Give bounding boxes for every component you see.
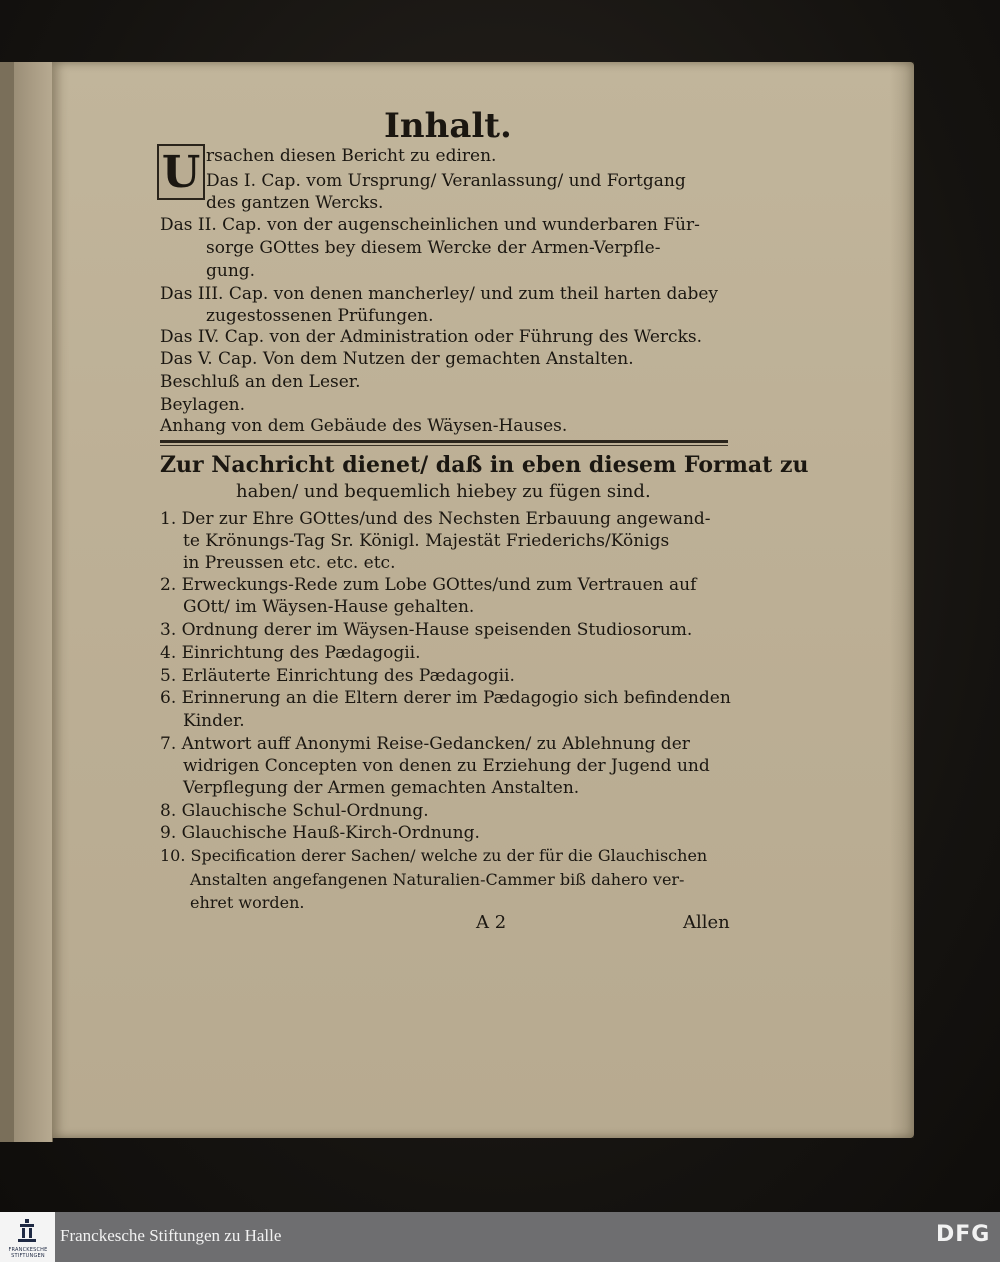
toc-line: Beschluß an den Leser. xyxy=(160,372,361,392)
toc-line: Das V. Cap. Von dem Nutzen der gemachten Anstalten. xyxy=(160,349,634,369)
toc-line: des gantzen Wercks. xyxy=(206,193,384,213)
list-line: 2. Erweckungs-Rede zum Lobe GOttes/und zum Vertrauen auf xyxy=(160,575,697,595)
toc-line: Beylagen. xyxy=(160,395,246,415)
toc-line: Das IV. Cap. von der Administration oder Führung des Wercks. xyxy=(160,327,702,347)
toc-line: zugestossenen Prüfungen. xyxy=(206,306,434,326)
left-page-strip xyxy=(0,62,14,1142)
footer-title: Franckesche Stiftungen zu Halle xyxy=(60,1226,282,1245)
page-heading: Inhalt. xyxy=(384,106,512,146)
signature-mark: A 2 xyxy=(476,912,507,933)
notice-heading: Zur Nachricht dienet/ daß in eben diesem Format zu xyxy=(160,452,809,478)
list-line: 3. Ordnung derer im Wäysen-Hause speisenden Studiosorum. xyxy=(160,620,693,640)
toc-line: sorge GOttes bey diesem Wercke der Armen-Verpfle- xyxy=(206,238,661,258)
toc-line: gung. xyxy=(206,261,256,281)
dfg-logo[interactable]: DFG xyxy=(936,1222,991,1247)
list-line: Anstalten angefangenen Naturalien-Cammer biß dahero ver- xyxy=(190,870,685,889)
toc-line: Das I. Cap. vom Ursprung/ Veranlassung/ und Fortgang xyxy=(206,171,686,191)
separator-rule xyxy=(160,440,728,443)
separator-rule-thin xyxy=(160,445,728,446)
list-line: Kinder. xyxy=(183,711,245,731)
franckesche-stiftungen-emblem-icon xyxy=(14,1218,40,1244)
list-line: te Krönungs-Tag Sr. Königl. Majestät Friederichs/Königs xyxy=(183,531,670,551)
toc-line: Anhang von dem Gebäude des Wäysen-Hauses. xyxy=(160,416,568,436)
list-line: GOtt/ im Wäysen-Hause gehalten. xyxy=(183,597,475,617)
toc-line: Das III. Cap. von denen mancherley/ und zum theil harten dabey xyxy=(160,284,719,304)
list-line: 1. Der zur Ehre GOttes/und des Nechsten Erbauung angewand- xyxy=(160,509,711,529)
list-line: 4. Einrichtung des Pædagogii. xyxy=(160,643,421,663)
toc-line: rsachen diesen Bericht zu ediren. xyxy=(206,146,497,166)
catchword: Allen xyxy=(683,912,730,933)
list-line: widrigen Concepten von denen zu Erziehung der Jugend und xyxy=(183,756,710,776)
notice-subline: haben/ und bequemlich hiebey zu fügen sind. xyxy=(236,481,651,502)
list-line: 10. Specification derer Sachen/ welche zu der für die Glauchischen xyxy=(160,846,708,865)
list-line: 7. Antwort auff Anonymi Reise-Gedancken/ zu Ablehnung der xyxy=(160,734,690,754)
list-line: 5. Erläuterte Einrichtung des Pædagogii. xyxy=(160,666,515,686)
list-line: in Preussen etc. etc. etc. xyxy=(183,553,396,573)
decorated-initial: U xyxy=(157,144,205,200)
list-line: 6. Erinnerung an die Eltern derer im Pædagogio sich befindenden xyxy=(160,688,731,708)
toc-line: Das II. Cap. von der augenscheinlichen und wunderbaren Für- xyxy=(160,215,700,235)
page-right-edge xyxy=(890,62,914,1138)
list-line: ehret worden. xyxy=(190,893,305,912)
list-line: 8. Glauchische Schul-Ordnung. xyxy=(160,801,429,821)
list-line: 9. Glauchische Hauß-Kirch-Ordnung. xyxy=(160,823,480,843)
list-line: Verpflegung der Armen gemachten Anstalten. xyxy=(183,778,580,798)
footer-logo-text: FRANCKESCHE STIFTUNGEN xyxy=(8,1247,48,1259)
